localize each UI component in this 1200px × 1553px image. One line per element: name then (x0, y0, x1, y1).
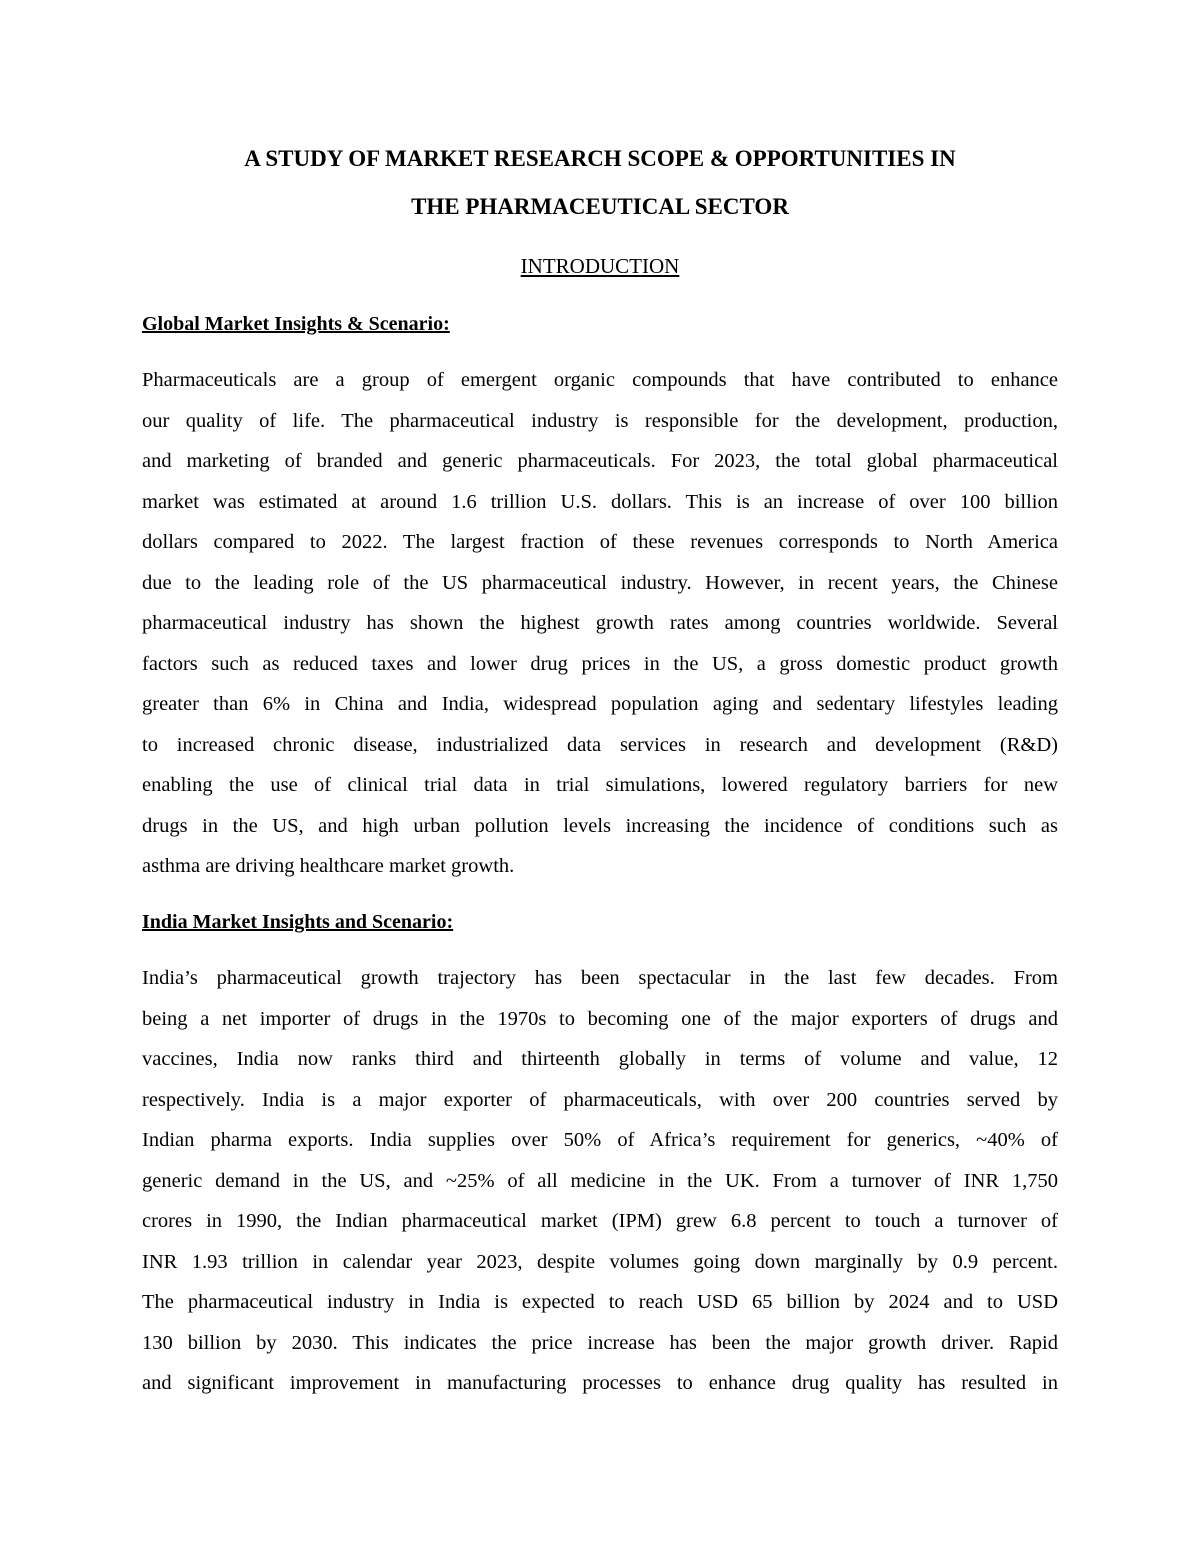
paragraph-line: Pharmaceuticals are a group of emergent organic compounds that have contributed to enhance (142, 369, 1058, 391)
paragraph-line: factors such as reduced taxes and lower drug prices in the US, a gross domestic product growth (142, 652, 1058, 675)
section-heading-introduction: INTRODUCTION (520, 254, 680, 278)
paragraph-line: due to the leading role of the US pharmaceutical industry. However, in recent years, the Chinese (142, 571, 1058, 594)
paragraph-line: greater than 6% in China and India, widespread population aging and sedentary lifestyles leading (142, 693, 1058, 715)
document-title-line-2: THE PHARMACEUTICAL SECTOR (411, 194, 789, 219)
paragraph-line: market was estimated at around 1.6 trillion U.S. dollars. This is an increase of over 100 billion (142, 490, 1058, 513)
paragraph-line: enabling the use of clinical trial data in trial simulations, lowered regulatory barriers for new (142, 774, 1058, 796)
paragraph-line: to increased chronic disease, industrialized data services in research and development (R&D) (142, 733, 1058, 756)
paragraph-line: respectively. India is a major exporter of pharmaceuticals, with over 200 countries served by (142, 1088, 1058, 1111)
paragraph-line: Indian pharma exports. India supplies over 50% of Africa’s requirement for generics, ~40% of (142, 1129, 1058, 1151)
paragraph-line: crores in 1990, the Indian pharmaceutical market (IPM) grew 6.8 percent to touch a turnover of (142, 1210, 1058, 1232)
paragraph-line: 130 billion by 2030. This indicates the price increase has been the major growth driver. Rapid (142, 1331, 1058, 1354)
paragraph-line: vaccines, India now ranks third and thirteenth globally in terms of volume and value, 12 (142, 1048, 1058, 1070)
subheading-global-market: Global Market Insights & Scenario: (142, 313, 450, 335)
paragraph-line: pharmaceutical industry has shown the highest growth rates among countries worldwide. Several (142, 612, 1058, 634)
paragraph-line: generic demand in the US, and ~25% of all medicine in the UK. From a turnover of INR 1,750 (142, 1169, 1058, 1192)
paragraph-line: and marketing of branded and generic pharmaceuticals. For 2023, the total global pharmaceutical (142, 450, 1058, 472)
paragraph-line: The pharmaceutical industry in India is expected to reach USD 65 billion by 2024 and to USD (142, 1291, 1058, 1313)
document-title-line-1: A STUDY OF MARKET RESEARCH SCOPE & OPPORTUNITIES IN (244, 146, 956, 171)
paragraph-line: dollars compared to 2022. The largest fraction of these revenues corresponds to North America (142, 531, 1058, 553)
paragraph-line: INR 1.93 trillion in calendar year 2023, despite volumes going down marginally by 0.9 percent. (142, 1250, 1058, 1273)
paragraph-line: drugs in the US, and high urban pollution levels increasing the incidence of conditions such as (142, 814, 1058, 837)
paragraph-line: our quality of life. The pharmaceutical industry is responsible for the development, production, (142, 409, 1058, 432)
paragraph-line: and significant improvement in manufacturing processes to enhance drug quality has resulted in (142, 1372, 1058, 1394)
paragraph-line: India’s pharmaceutical growth trajectory has been spectacular in the last few decades. From (142, 967, 1058, 989)
subheading-india-market: India Market Insights and Scenario: (142, 911, 454, 933)
paragraph-line: being a net importer of drugs in the 1970s to becoming one of the major exporters of drugs and (142, 1007, 1058, 1030)
paragraph-line: asthma are driving healthcare market growth. (142, 855, 515, 877)
